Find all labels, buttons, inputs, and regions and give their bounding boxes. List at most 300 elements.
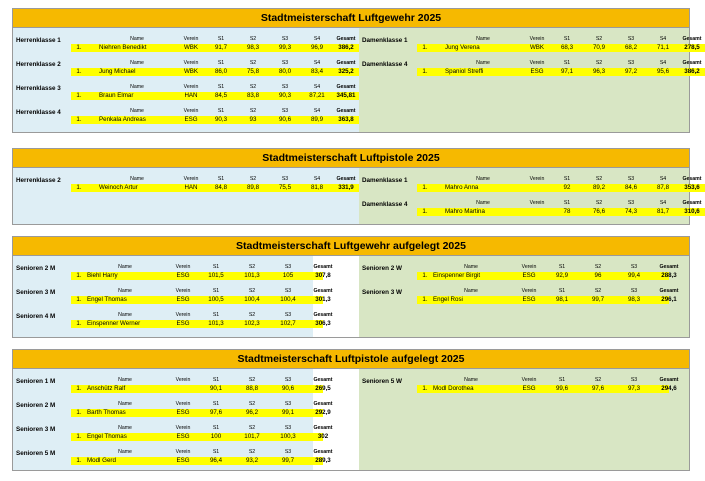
class-label: Damenklasse 1 [362,37,408,44]
score-s3: 99,3 [278,44,292,51]
club: ESG [176,296,190,303]
total-score: 363,8 [338,116,354,123]
class-label: Senioren 4 M [16,313,56,320]
score-s2: 102,3 [244,320,260,327]
header-name: Name [130,176,144,182]
rank-cell: 1. [76,92,82,99]
total-score: 278,5 [684,44,700,51]
column-header-row [71,108,359,115]
shooter-name: Anschütz Ralf [87,385,126,392]
header-name: Name [118,312,132,318]
header-s3: S3 [281,60,289,66]
header-verein: Verein [175,449,191,455]
section-title: Stadtmeisterschaft Luftgewehr aufgelegt 2025 [13,237,689,256]
header-name: Name [464,264,478,270]
header-s1: S1 [217,60,225,66]
score-s4: 89,9 [310,116,324,123]
rank-cell: 1. [422,208,428,215]
rank-cell: 1. [76,44,82,51]
score-s1: 84,8 [214,184,228,191]
header-gesamt: Gesamt [659,377,679,383]
result-row [71,92,359,100]
shooter-name: Engel Thomas [87,433,127,440]
header-s1: S1 [217,108,225,114]
result-row [417,68,705,76]
header-s2: S2 [595,200,603,206]
score-s1: 101,5 [208,272,224,279]
header-gesamt: Gesamt [336,108,356,114]
header-verein: Verein [183,176,199,182]
shooter-name: Braun Elmar [99,92,134,99]
score-s1: 78 [563,208,571,215]
total-score: 353,6 [684,184,700,191]
header-gesamt: Gesamt [313,425,333,431]
score-s3: 100,3 [280,433,296,440]
shooter-name: Einspenner Birgit [433,272,481,279]
score-s1: 68,3 [560,44,574,51]
rank-cell: 1. [76,296,82,303]
total-score: 325,2 [338,68,354,75]
class-label: Herrenklasse 2 [16,177,61,184]
result-row [417,44,705,52]
header-s1: S1 [563,60,571,66]
score-s1: 99,6 [555,385,569,392]
score-s2: 98,3 [246,44,260,51]
header-s3: S3 [627,60,635,66]
score-s1: 92,9 [555,272,569,279]
header-s1: S1 [212,377,220,383]
header-gesamt: Gesamt [336,36,356,42]
rank-cell: 1. [76,385,82,392]
score-s2: 88,8 [245,385,259,392]
header-s1: S1 [558,377,566,383]
header-name: Name [476,36,490,42]
header-s2: S2 [595,176,603,182]
score-s3: 100,4 [280,296,296,303]
header-verein: Verein [521,264,537,270]
shooter-name: Engel Thomas [87,296,127,303]
score-s3: 90,6 [281,385,295,392]
shooter-name: Barth Thomas [87,409,126,416]
result-row [417,385,677,393]
header-s1: S1 [563,200,571,206]
score-s1: 97,6 [209,409,223,416]
result-block [13,83,359,105]
shooter-name: Modl Dorothea [433,385,474,392]
score-s1: 91,7 [214,44,228,51]
header-s1: S1 [217,36,225,42]
column-header-row [417,288,679,295]
class-label: Damenklasse 4 [362,201,408,208]
header-s2: S2 [249,176,257,182]
result-block [13,35,359,57]
club: HAN [184,184,198,191]
class-label: Senioren 5 M [16,450,56,457]
result-block [13,311,333,333]
class-label: Herrenklasse 4 [16,109,61,116]
shooter-name: Jung Verena [445,44,480,51]
section-body [13,168,702,224]
result-block [359,376,689,398]
score-s3: 80,0 [278,68,292,75]
header-gesamt: Gesamt [682,60,702,66]
total-score: 306,3 [315,320,331,327]
header-s3: S3 [281,36,289,42]
header-name: Name [118,288,132,294]
score-s3: 90,6 [278,116,292,123]
score-s1: 86,0 [214,68,228,75]
rank-cell: 1. [76,320,82,327]
rank-cell: 1. [422,184,428,191]
header-s2: S2 [594,264,602,270]
rank-cell: 1. [422,272,428,279]
results-section [12,8,702,133]
header-s2: S2 [249,36,257,42]
class-label: Senioren 3 M [16,289,56,296]
header-gesamt: Gesamt [336,176,356,182]
column-header-row [417,377,679,384]
shooter-name: Spaniol Streffi [445,68,484,75]
header-verein: Verein [175,425,191,431]
score-s1: 100 [210,433,222,440]
class-label: Senioren 2 W [362,265,402,272]
result-row [417,296,677,304]
result-block [359,287,689,309]
score-s2: 96 [594,272,602,279]
score-s3: 75,5 [278,184,292,191]
section-body [13,256,689,337]
score-s4: 81,8 [310,184,324,191]
club: ESG [176,433,190,440]
score-s2: 89,2 [592,184,606,191]
header-s2: S2 [248,401,256,407]
result-row [71,272,331,280]
header-gesamt: Gesamt [682,36,702,42]
result-block [359,35,702,57]
score-s3: 102,7 [280,320,296,327]
score-s2: 96,2 [245,409,259,416]
header-name: Name [118,401,132,407]
header-gesamt: Gesamt [682,200,702,206]
result-block [13,175,359,197]
header-verein: Verein [183,84,199,90]
header-s3: S3 [284,312,292,318]
score-s1: 90,3 [214,116,228,123]
score-s3: 105 [282,272,294,279]
class-label: Herrenklasse 2 [16,61,61,68]
shooter-name: Weinoch Artur [99,184,138,191]
total-score: 386,2 [684,68,700,75]
right-column [359,28,702,132]
score-s3: 98,3 [627,296,641,303]
class-label: Senioren 1 M [16,378,56,385]
header-s3: S3 [284,401,292,407]
section-title: Stadtmeisterschaft Luftpistole 2025 [13,149,689,168]
header-s3: S3 [284,288,292,294]
club: WBK [529,44,545,51]
header-gesamt: Gesamt [659,264,679,270]
column-header-row [417,36,705,43]
result-block [13,59,359,81]
score-s4: 71,1 [656,44,670,51]
column-header-row [417,200,705,207]
header-verein: Verein [183,108,199,114]
header-s2: S2 [248,312,256,318]
column-header-row [71,401,333,408]
right-column [359,168,702,224]
column-header-row [71,425,333,432]
result-row [417,208,705,216]
header-name: Name [464,377,478,383]
club: ESG [176,272,190,279]
results-section [12,236,690,338]
header-s4: S4 [659,176,667,182]
score-s1: 100,5 [208,296,224,303]
header-name: Name [476,200,490,206]
header-s1: S1 [212,425,220,431]
score-s3: 97,2 [624,68,638,75]
result-row [71,457,331,465]
result-block [359,175,702,197]
shooter-name: Penkala Andreas [99,116,146,123]
header-s3: S3 [630,264,638,270]
header-s3: S3 [630,377,638,383]
header-s3: S3 [284,425,292,431]
column-header-row [71,449,333,456]
score-s2: 97,6 [591,385,605,392]
section-body [13,369,689,470]
club: HAN [184,92,198,99]
header-s4: S4 [313,176,321,182]
shooter-name: Modl Gerd [87,457,116,464]
left-column [13,369,333,470]
right-column [359,369,689,470]
club: ESG [522,296,536,303]
results-section [12,349,690,471]
class-label: Damenklasse 4 [362,61,408,68]
result-row [71,44,359,52]
header-s1: S1 [563,36,571,42]
header-s2: S2 [249,108,257,114]
shooter-name: Einspenner Werner [87,320,141,327]
header-s4: S4 [659,60,667,66]
result-block [13,287,333,309]
total-score: 292,9 [315,409,331,416]
score-s2: 83,8 [246,92,260,99]
total-score: 269,5 [315,385,331,392]
score-s3: 99,4 [627,272,641,279]
header-s3: S3 [284,449,292,455]
club: ESG [530,68,544,75]
header-verein: Verein [529,176,545,182]
header-s2: S2 [248,288,256,294]
result-row [71,184,359,192]
score-s4: 83,4 [310,68,324,75]
header-s1: S1 [217,176,225,182]
result-block [13,448,333,470]
header-s1: S1 [212,264,220,270]
club: ESG [522,385,536,392]
header-s2: S2 [248,425,256,431]
right-column [359,256,689,337]
score-s2: 93 [249,116,257,123]
header-s3: S3 [627,36,635,42]
header-gesamt: Gesamt [336,60,356,66]
rank-cell: 1. [76,409,82,416]
class-label: Senioren 3 M [16,426,56,433]
column-header-row [417,176,705,183]
header-gesamt: Gesamt [313,288,333,294]
section-body [13,28,702,132]
header-verein: Verein [529,200,545,206]
header-s2: S2 [594,377,602,383]
header-s2: S2 [595,60,603,66]
header-gesamt: Gesamt [336,84,356,90]
result-row [417,184,705,192]
header-verein: Verein [529,60,545,66]
class-label: Senioren 2 M [16,265,56,272]
shooter-name: Engel Rosi [433,296,463,303]
header-gesamt: Gesamt [313,264,333,270]
result-block [359,263,689,285]
header-s3: S3 [627,176,635,182]
total-score: 294,6 [661,385,677,392]
header-s1: S1 [212,288,220,294]
header-s4: S4 [313,108,321,114]
result-row [417,272,677,280]
score-s2: 96,3 [592,68,606,75]
rank-cell: 1. [76,272,82,279]
header-verein: Verein [175,288,191,294]
score-s1: 98,1 [555,296,569,303]
result-row [71,320,331,328]
result-row [71,116,359,124]
header-name: Name [118,264,132,270]
header-name: Name [476,176,490,182]
total-score: 301,3 [315,296,331,303]
club: ESG [176,409,190,416]
class-label: Senioren 2 M [16,402,56,409]
left-column [13,28,359,132]
header-verein: Verein [183,60,199,66]
club: ESG [522,272,536,279]
class-label: Herrenklasse 3 [16,85,61,92]
class-label: Herrenklasse 1 [16,37,61,44]
rank-cell: 1. [76,116,82,123]
header-name: Name [130,60,144,66]
column-header-row [71,312,333,319]
result-row [71,409,331,417]
score-s1: 90,1 [209,385,223,392]
result-row [71,385,331,393]
header-s4: S4 [659,200,667,206]
column-header-row [71,84,359,91]
result-block [13,107,359,129]
score-s2: 99,7 [591,296,605,303]
header-verein: Verein [521,288,537,294]
header-name: Name [118,449,132,455]
header-s4: S4 [313,60,321,66]
header-s4: S4 [313,84,321,90]
header-s1: S1 [212,449,220,455]
score-s4: 87,21 [309,92,325,99]
shooter-name: Jung Michael [99,68,136,75]
result-row [71,296,331,304]
result-row [71,68,359,76]
result-block [13,400,333,422]
club: ESG [176,320,190,327]
class-label: Senioren 5 W [362,378,402,385]
score-s3: 99,1 [281,409,295,416]
score-s2: 89,8 [246,184,260,191]
result-block [13,424,333,446]
header-s2: S2 [595,36,603,42]
rank-cell: 1. [422,68,428,75]
total-score: 386,2 [338,44,354,51]
header-s1: S1 [558,288,566,294]
shooter-name: Niehren Benedikt [99,44,147,51]
score-s2: 101,7 [244,433,260,440]
score-s2: 93,2 [245,457,259,464]
header-s4: S4 [313,36,321,42]
header-name: Name [130,84,144,90]
column-header-row [71,377,333,384]
results-section [12,148,702,225]
header-s1: S1 [563,176,571,182]
total-score: 302 [317,433,329,440]
score-s3: 97,3 [627,385,641,392]
header-s1: S1 [217,84,225,90]
column-header-row [71,60,359,67]
result-block [359,59,702,81]
score-s2: 70,9 [592,44,606,51]
rank-cell: 1. [422,385,428,392]
score-s1: 97,1 [560,68,574,75]
score-s1: 96,4 [209,457,223,464]
header-s2: S2 [248,264,256,270]
header-s3: S3 [284,377,292,383]
score-s3: 84,6 [624,184,638,191]
header-gesamt: Gesamt [682,176,702,182]
total-score: 289,3 [315,457,331,464]
total-score: 307,8 [315,272,331,279]
total-score: 296,1 [661,296,677,303]
header-s3: S3 [281,108,289,114]
header-name: Name [464,288,478,294]
header-name: Name [118,377,132,383]
rank-cell: 1. [422,296,428,303]
shooter-name: Mahro Anna [445,184,479,191]
score-s4: 87,8 [656,184,670,191]
total-score: 331,9 [338,184,354,191]
header-verein: Verein [529,36,545,42]
header-s2: S2 [594,288,602,294]
result-block [13,263,333,285]
header-s3: S3 [281,176,289,182]
header-s1: S1 [212,312,220,318]
header-s1: S1 [558,264,566,270]
total-score: 310,6 [684,208,700,215]
club: ESG [176,457,190,464]
header-s2: S2 [249,60,257,66]
class-label: Senioren 3 W [362,289,402,296]
score-s2: 75,8 [246,68,260,75]
header-gesamt: Gesamt [313,377,333,383]
header-name: Name [130,36,144,42]
rank-cell: 1. [76,184,82,191]
rank-cell: 1. [76,68,82,75]
score-s3: 74,3 [624,208,638,215]
